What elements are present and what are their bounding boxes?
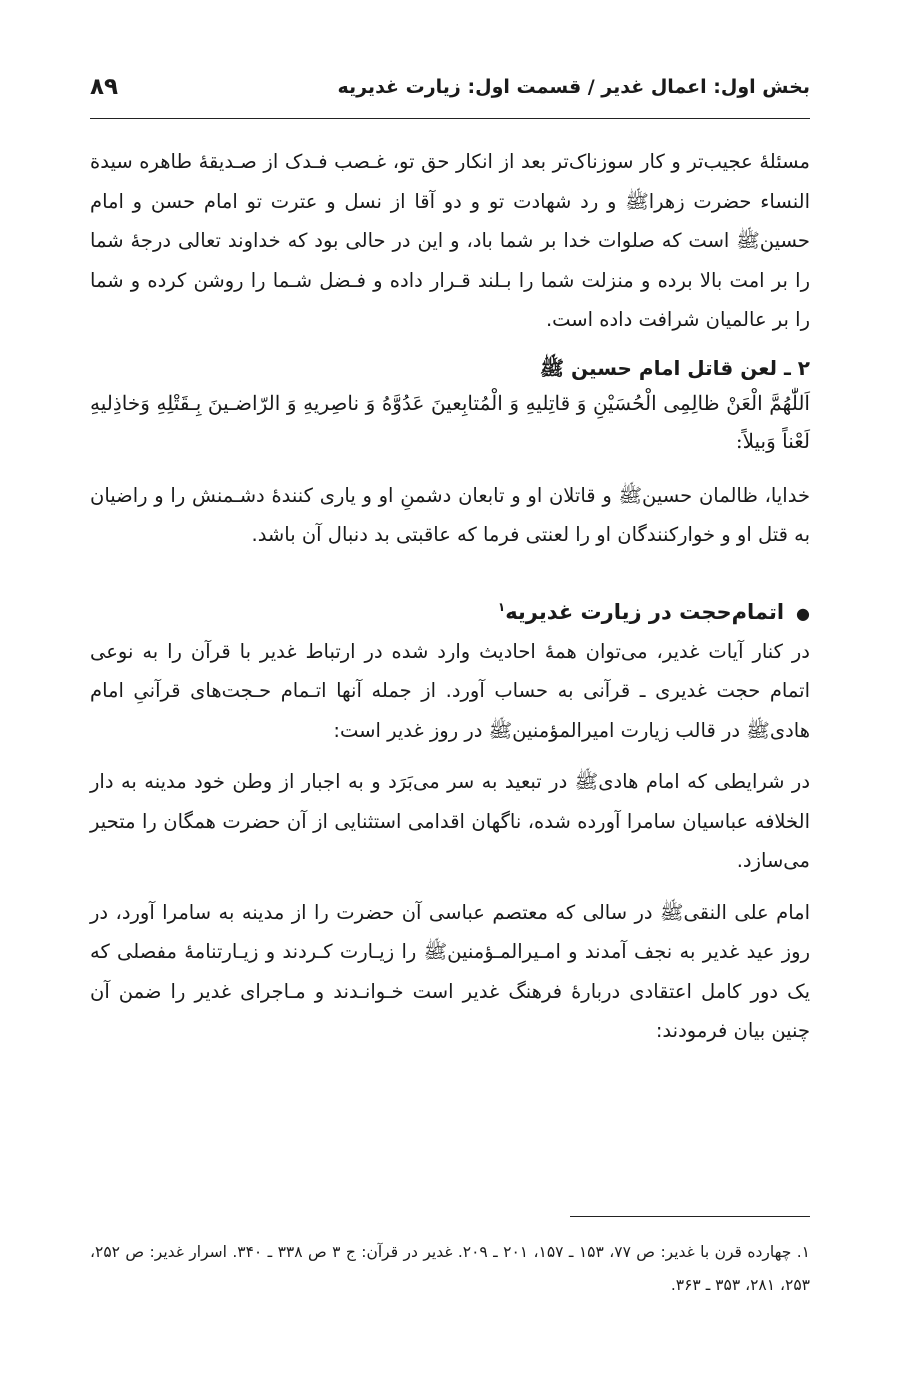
footnote: ۱. چهارده قرن با غدیر: ص ۷۷، ۱۵۳ ـ ۱۵۷، ۲۰۱ ـ ۲۰۹. غدیر در قرآن: ج ۳ ص ۳۳۸ ـ ۳۴۰. اسرار غدیر: ص ۲۵۲، ۲۵۳، ۲۸۱، ۳۵۳ ـ ۳۶۳.	[90, 1243, 810, 1294]
paragraph-2: در کنار آیات غدیر، می‌توان همۀ احادیث وارد شده در ارتباط غدیر با قرآن را به نوعی اتمام حجت غدیری ـ قرآنی به حساب آورد. از جمله آنها اتـمام حـجت‌های قرآنیِ امام هادیﷺ در قالب زیارت امیرالمؤمنینﷺ در روز غدیر است:	[90, 639, 810, 742]
page-number: ۸۹	[90, 74, 119, 100]
bullet-heading	[90, 589, 810, 632]
paragraph-1: مسئلۀ عجیب‌تر و کار سوزناک‌تر بعد از انکار حق تو، غـصب فـدک از صـدیقۀ طاهره سیدة النساء حضرت زهراﷺ و رد شهادت تو و دو آقا از نسل و عترت تو امام حسن و امام حسینﷺ است که صلوات خدا بر شما باد، و این در حالی بود که خداوند تعالی درجۀ شما را بر امت بالا برده و منزلت شما را بـلند قـرار داده و فـضل شـما را روشن کرده و شما را بر عالمیان شرافت داده است.	[90, 150, 810, 331]
supplication-translation: خدایا، ظالمان حسینﷺ و قاتلان او و تابعان دشمنِ او و یاری کنندۀ دشـمنش را و راضیان به قتل او و خوارکنندگان او را لعنتی فرما که عاقبتی بد دنبال آن باشد.	[90, 483, 810, 546]
paragraph-3: در شرایطی که امام هادیﷺ در تبعید به سر می‌بَرَد و به اجبار از وطن خود مدینه به دار الخلافه عباسیان سامرا آورده شده، ناگهان اقدامی استثنایی از آن حضرت همگان را متحیر می‌سازد.	[90, 770, 810, 872]
paragraph-4: امام علی النقیﷺ در سالی که معتصم عباسی آن حضرت را از مدینه به سامرا آورد، در روز عید غدیر به نجف آمدند و امـیرالمـؤمنینﷺ را زیـارت کـردند و زیـارتنامۀ مفصلی که یک دور کامل اعتقادی دربارۀ فرهنگ غدیر است خـوانـدند و مـاجرای غدیر را ضمن آن چنین بیان فرمودند:	[90, 900, 810, 1042]
header-title: بخش اول: اعمال غدیر / قسمت اول: زیارت غدیریه	[337, 76, 810, 98]
section-2-heading: ۲ ـ لعن قاتل امام حسین ﷺ	[539, 355, 810, 380]
arabic-supplication: اَللّٰهُمَّ الْعَنْ ظالِمِی الْحُسَیْنِ وَ قاتِلیهِ وَ الْمُتابِعینَ عَدُوَّهُ وَ ناصِریهِ وَ الرّاضـینَ بِـقَتْلِهِ وَخاذِلیهِ لَعْناً وَبیلاً:	[90, 390, 810, 453]
main-content	[90, 142, 810, 1051]
bullet-icon: ●	[796, 603, 810, 623]
footnote-divider	[570, 1216, 810, 1217]
header-divider	[90, 118, 810, 119]
running-header	[90, 74, 810, 106]
footnote-marker[interactable]: ۱	[497, 599, 506, 614]
bullet-heading-text: اتمام‌حجت در زیارت غدیریه	[505, 599, 785, 624]
